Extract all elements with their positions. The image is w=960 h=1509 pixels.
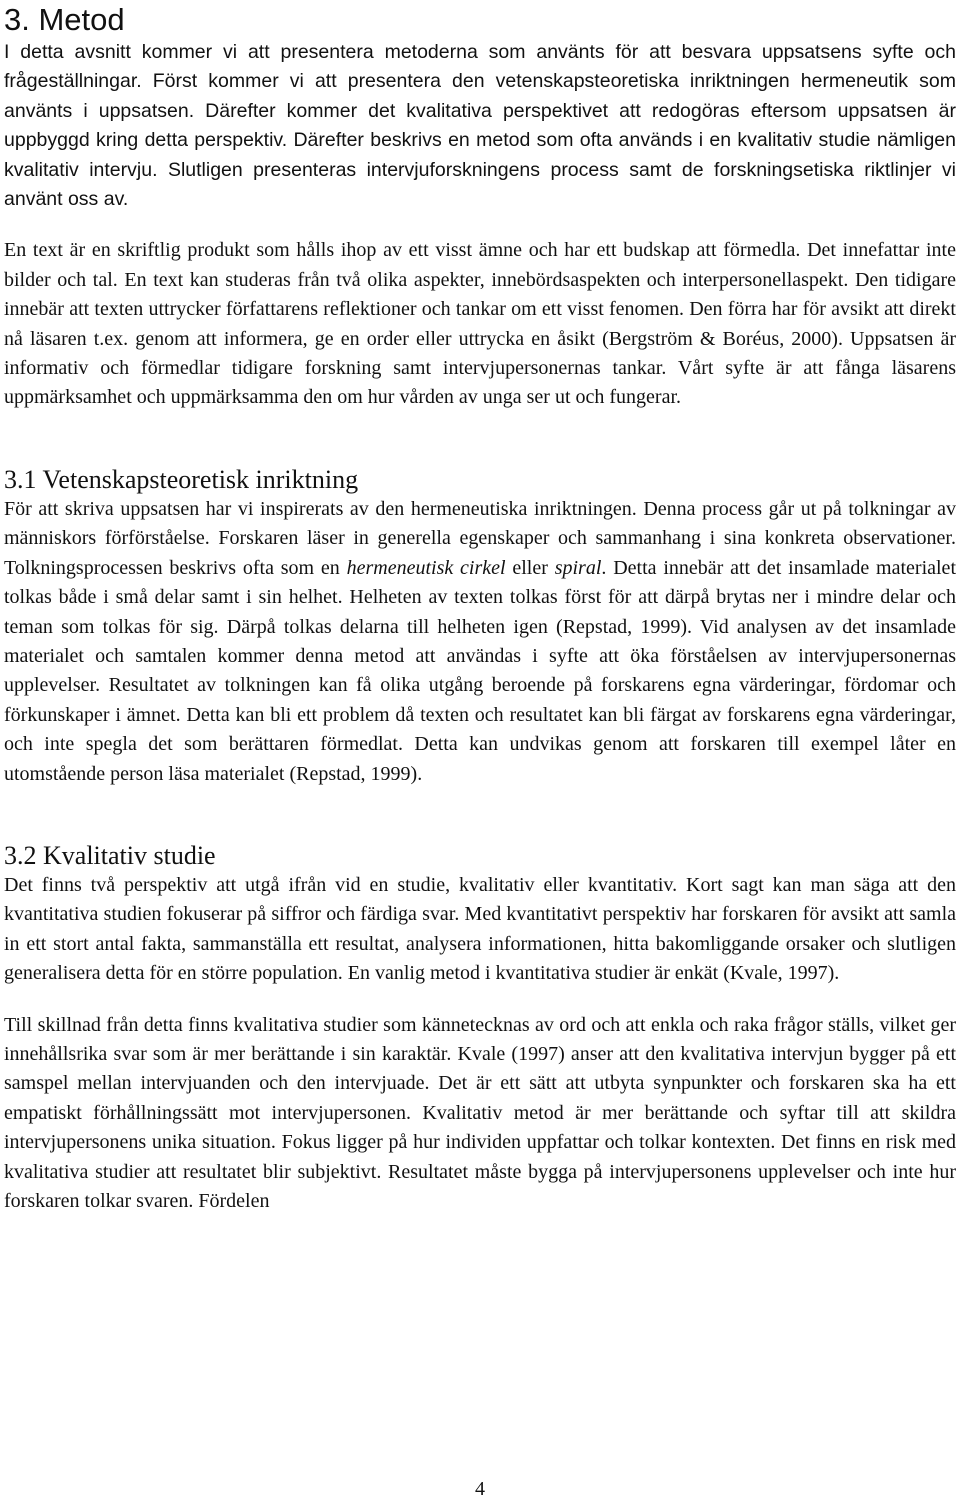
subsection-heading-3-1: 3.1 Vetenskapsteoretisk inriktning	[4, 464, 359, 494]
section-3-2-paragraph-2: Till skillnad från detta finns kvalitativa studier som kännetecknas av ord och att enkla och raka frågor ställs, vilket ger innehållsrika svar som är mer berättande i sin karaktär. Kvale (1997) anser att den kvalitativa intervjun bygger på ett samspel mellan intervjuanden och den intervjuade. Det är ett sätt att utbyta synpunkter och forskaren ska ha ett empatiskt förhållningssätt mot intervjupersonen. Kvalitativ metod är mer berättande och syftar till att skildra intervjupersonens unika situation. Fokus ligger på hur individen uppfattar och tolkar kontexten. Det finns en risk med kvalitativa studier att resultatet blir subjektivt. Resultatet måste bygga på intervjupersonens upplevelser och inte hur forskaren tolkar svaren. Fördelen	[4, 1013, 956, 1212]
document-page	[4, 0, 956, 1216]
text-run: För att skriva uppsatsen har vi inspirerats av den hermeneutiska inriktningen. Denna process går ut på tolkningar av människors förförståelse. Forskaren läser in generella egenskaper och sammanhang i sina konkreta observationer. Tolkningsprocessen beskrivs ofta som en	[4, 497, 956, 579]
section-heading-metod: 3. Metod	[4, 2, 125, 37]
section-3-1-paragraph	[4, 495, 956, 789]
emphasis-hermeneutisk-cirkel: hermeneutisk cirkel	[346, 556, 506, 579]
subsection-heading-3-2: 3.2 Kvalitativ studie	[4, 840, 216, 870]
page-number: 4	[475, 1478, 485, 1500]
emphasis-spiral: spiral	[554, 556, 602, 579]
intro-paragraph-1: I detta avsnitt kommer vi att presentera metoderna som använts för att besvara uppsatsens syfte och frågeställningar. Först kommer vi att presentera den vetenskapsteoretiska inriktningen hermeneutik som använts i uppsatsen. Därefter kommer det kvalitativa perspektivet att redogöras eftersom uppsatsen är uppbyggd kring detta perspektiv. Därefter beskrivs en metod som ofta används i en kvalitativ studie nämligen kvalitativ intervju. Slutligen presenteras intervjuforskningens process samt de forskningsetiska riktlinjer vi använt oss av.	[4, 41, 956, 211]
text-run: eller	[505, 556, 555, 579]
section-3-2-paragraph-1: Det finns två perspektiv att utgå ifrån vid en studie, kvalitativ eller kvantitativ. Kort sagt kan man säga att den kvantitativa studien fokuserar på siffror och färdiga svar. Med kvantitativt perspektiv har forskaren för avsikt att samla in ett stort antal fakta, sammanställa ett resultat, analysera informationen, hitta bakomliggande orsaker och slutligen generalisera detta för en större population. En vanlig metod i kvantitativa studier är enkät (Kvale, 1997).	[4, 873, 956, 985]
intro-paragraph-2: En text är en skriftlig produkt som hålls ihop av ett visst ämne och har ett budskap att förmedla. Det innefattar inte bilder och tal. En text kan studeras från två olika aspekter, innebördsaspekten och interpersonellaspekt. Den tidigare innebär att texten uttrycker författarens reflektioner och tankar om ett visst fenomen. Den förra har för avsikt att direkt nå läsaren t.ex. genom att informera, ge en order eller uttrycka en åsikt (Bergström & Boréus, 2000). Uppsatsen är informativ och förmedlar tidigare forskning samt intervjupersonernas tankar. Vårt syfte är att fånga läsarens uppmärksamhet och uppmärksamma den om hur vården av unga ser ut och fungerar.	[4, 239, 956, 409]
text-run: . Detta innebär att det insamlade materialet tolkas både i små delar samt i sin helhet. Helheten av texten tolkas först för att därpå brytas ner i mindre delar och teman som tolkas för sig. Därpå tolkas delarna till helheten igen (Repstad, 1999). Vid analysen av det insamlade materialet och samtalen kommer denna metod att användas i syfte att öka förståelsen av intervjupersonernas upplevelser. Resultatet av tolkningen kan få olika utgång beroende på forskarens egna värderingar, fördomar och förkunskaper i ämnet. Detta kan bli ett problem då texten och resultatet kan bli färgat av forskarens egna värderingar, och inte spegla det som berättaren förmedlat. Detta kan undvikas genom att forskaren till exempel låter en utomstående person läsa materialet (Repstad, 1999).	[4, 556, 956, 785]
